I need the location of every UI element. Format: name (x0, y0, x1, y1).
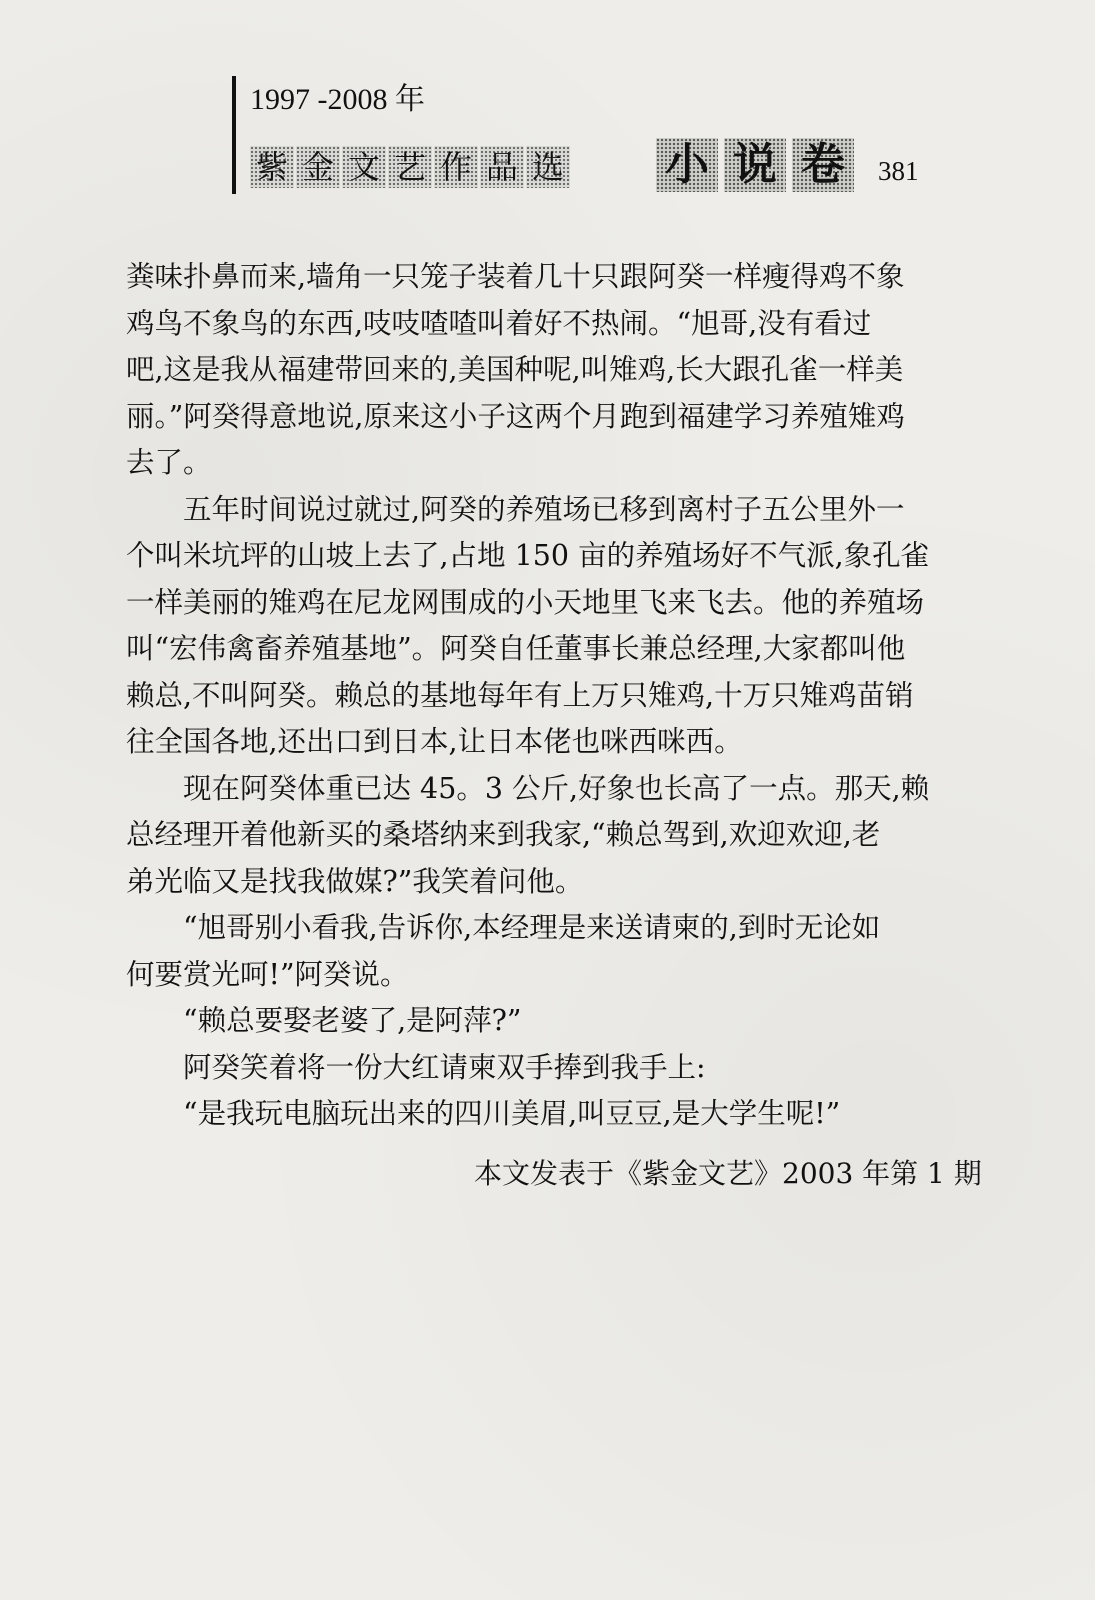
text-line: 总经理开着他新买的桑塔纳来到我家,“赖总驾到,欢迎欢迎,老 (126, 818, 881, 851)
volume-char: 卷 (792, 138, 854, 192)
text-line: 鸡鸟不象鸟的东西,吱吱喳喳叫着好不热闹。“旭哥,没有看过 (126, 306, 872, 340)
text-line: 吧,这是我从福建带回来的,美国种呢,叫雉鸡,长大跟孔雀一样美 (126, 353, 904, 386)
series-title (250, 146, 572, 188)
publication-note: 本文发表于《紫金文艺》2003 年第 1 期 (474, 1157, 982, 1190)
text-line: 现在阿癸体重已达 45。3 公斤,好象也长高了一点。那天,赖 (126, 771, 930, 805)
series-char: 选 (526, 146, 570, 188)
text-line: 五年时间说过就过,阿癸的养殖场已移到离村子五公里外一 (126, 492, 905, 526)
series-char: 作 (434, 146, 478, 188)
text-line: 叫“宏伟禽畜养殖基地”。阿癸自任董事长兼总经理,大家都叫他 (126, 632, 906, 665)
text-line: “是我玩电脑玩出来的四川美眉,叫豆豆,是大学生呢!” (126, 1097, 841, 1130)
text-line: 阿癸笑着将一份大红请柬双手捧到我手上: (126, 1050, 706, 1084)
series-char: 艺 (388, 146, 432, 188)
text-line: “赖总要娶老婆了,是阿萍?” (126, 1004, 522, 1037)
text-line: 赖总,不叫阿癸。赖总的基地每年有上万只雉鸡,十万只雉鸡苗销 (126, 678, 914, 712)
volume-char: 小 (656, 138, 718, 192)
text-line: 何要赏光呵!”阿癸说。 (126, 957, 409, 991)
text-line: 弟光临又是找我做媒?”我笑着问他。 (126, 864, 584, 898)
series-char: 文 (342, 146, 386, 188)
story-body (126, 254, 956, 1138)
volume-char: 说 (724, 138, 786, 192)
text-line: 丽。”阿癸得意地说,原来这小子这两个月跑到福建学习养殖雉鸡 (126, 399, 905, 433)
text-line: 往全国各地,还出口到日本,让日本佬也咪西咪西。 (126, 725, 743, 758)
page-number: 381 (878, 156, 919, 186)
series-char: 紫 (250, 146, 294, 188)
volume-title (656, 138, 860, 192)
text-line: 一样美丽的雉鸡在尼龙网围成的小天地里飞来飞去。他的养殖场 (126, 585, 925, 619)
header-rule (232, 76, 236, 194)
series-char: 金 (296, 146, 340, 188)
header-years: 1997 -2008 年 (250, 83, 425, 116)
text-line: “旭哥别小看我,告诉你,本经理是来送请柬的,到时无论如 (126, 911, 881, 944)
text-line: 个叫米坑坪的山坡上去了,占地 150 亩的养殖场好不气派,象孔雀 (126, 539, 930, 572)
text-line: 粪味扑鼻而来,墙角一只笼子装着几十只跟阿癸一样瘦得鸡不象 (126, 260, 905, 293)
text-line: 去了。 (126, 446, 212, 479)
series-char: 品 (480, 146, 524, 188)
